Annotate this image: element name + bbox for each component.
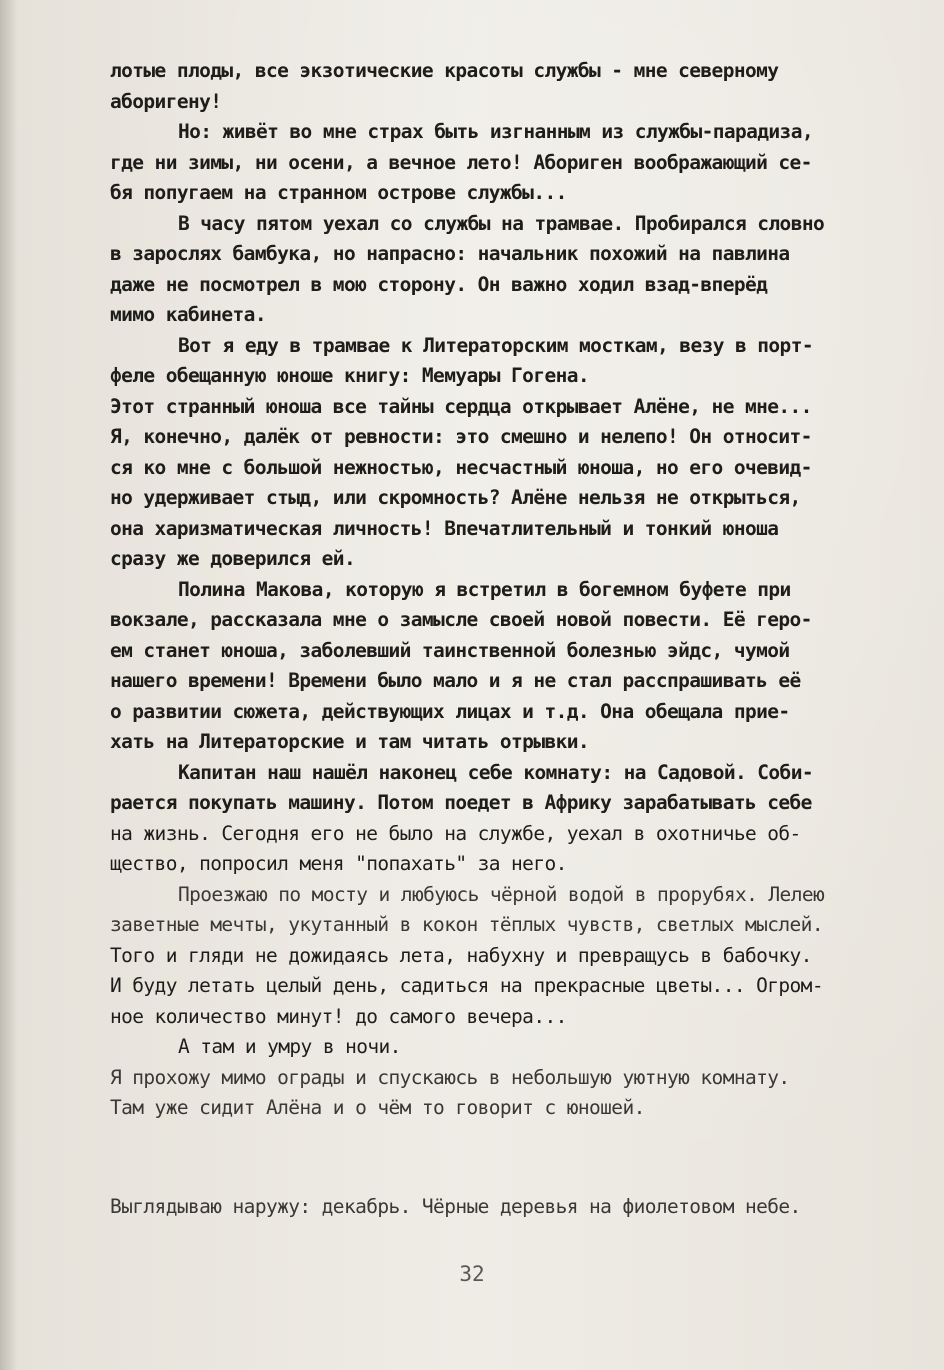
typed-text-body bbox=[110, 56, 910, 1124]
text-line: она харизматическая личность! Впечатлительный и тонкий юноша bbox=[110, 516, 779, 540]
text-line: в зарослях бамбука, но напрасно: начальник похожий на павлина bbox=[110, 242, 790, 265]
text-line: где ни зимы, ни осени, а вечное лето! Абориген воображающий се- bbox=[110, 150, 812, 174]
text-line: И буду летать целый день, садиться на прекрасные цветы... Огром- bbox=[110, 974, 823, 997]
final-text-line: Выглядываю наружу: декабрь. Чёрные деревья на фиолетовом небе. bbox=[110, 1195, 801, 1218]
text-line: щество, попросил меня "попахать" за него. bbox=[110, 852, 567, 875]
text-line: о развитии сюжета, действующих лицах и т.д. Она обещала прие- bbox=[110, 699, 790, 723]
text-line: Того и гляди не дожидаясь лета, набухну и превращусь в бабочку. bbox=[110, 943, 812, 967]
text-line: вокзале, рассказала мне о замысле своей новой повести. Её геро- bbox=[110, 608, 812, 631]
text-line: Капитан наш нашёл наконец себе комнату: на Садовой. Соби- bbox=[178, 760, 813, 784]
text-line: Этот странный юноша все тайны сердца открывает Алёне, не мне... bbox=[110, 394, 812, 418]
text-line: феле обещанную юноше книгу: Мемуары Гогена. bbox=[110, 364, 590, 387]
text-line: А там и умру в ночи. bbox=[178, 1035, 401, 1058]
text-line: Полина Макова, которую я встретил в богемном буфете при bbox=[178, 577, 791, 601]
text-line: но удерживает стыд, или скромность? Алёне нельзя не открыться, bbox=[110, 486, 801, 509]
text-line: бя попугаем на странном острове службы... bbox=[110, 181, 567, 204]
text-line: В часу пятом уехал со службы на трамвае. Пробирался словно bbox=[178, 211, 825, 235]
text-line: рается покупать машину. Потом поедет в Африку зарабатывать себе bbox=[110, 791, 812, 814]
text-line: нашего времени! Времени было мало и я не стал расспрашивать её bbox=[110, 669, 801, 692]
page-edge-shadow bbox=[0, 0, 18, 1370]
text-line: хать на Литераторские и там читать отрывки. bbox=[110, 730, 590, 753]
text-line: ся ко мне с большой нежностью, несчастный юноша, но его очевид- bbox=[110, 455, 812, 479]
text-line: Я прохожу мимо ограды и спускаюсь в небольшую уютную комнату. bbox=[110, 1065, 790, 1089]
text-line: ное количество минут! до самого вечера... bbox=[110, 1004, 567, 1028]
text-line: заветные мечты, укутанный в кокон тёплых чувств, светлых мыслей. bbox=[110, 913, 823, 936]
text-line: даже не посмотрел в мою сторону. Он важно ходил взад-вперёд bbox=[110, 272, 768, 296]
text-line: Я, конечно, далёк от ревности: это смешно и нелепо! Он относит- bbox=[110, 425, 812, 448]
text-line: ем станет юноша, заболевший таинственной болезнью эйдс, чумой bbox=[110, 638, 790, 662]
text-line: на жизнь. Сегодня его не было на службе, уехал в охотничье об- bbox=[110, 821, 801, 845]
text-line: сразу же доверился ей. bbox=[110, 547, 356, 570]
text-line: аборигену! bbox=[110, 89, 222, 113]
text-line: Но: живёт во мне страх быть изгнанным из службы-парадиза, bbox=[178, 120, 813, 143]
text-line: лотые плоды, все экзотические красоты службы - мне северному bbox=[110, 59, 779, 82]
text-line: мимо кабинета. bbox=[110, 303, 266, 326]
text-line: Проезжаю по мосту и любуюсь чёрной водой в прорубях. Лелею bbox=[178, 882, 825, 906]
page-number: 32 bbox=[459, 1262, 485, 1286]
text-line: Вот я еду в трамвае к Литераторским мосткам, везу в порт- bbox=[178, 333, 813, 357]
text-line: Там уже сидит Алёна и о чём то говорит с юношей. bbox=[110, 1096, 645, 1119]
